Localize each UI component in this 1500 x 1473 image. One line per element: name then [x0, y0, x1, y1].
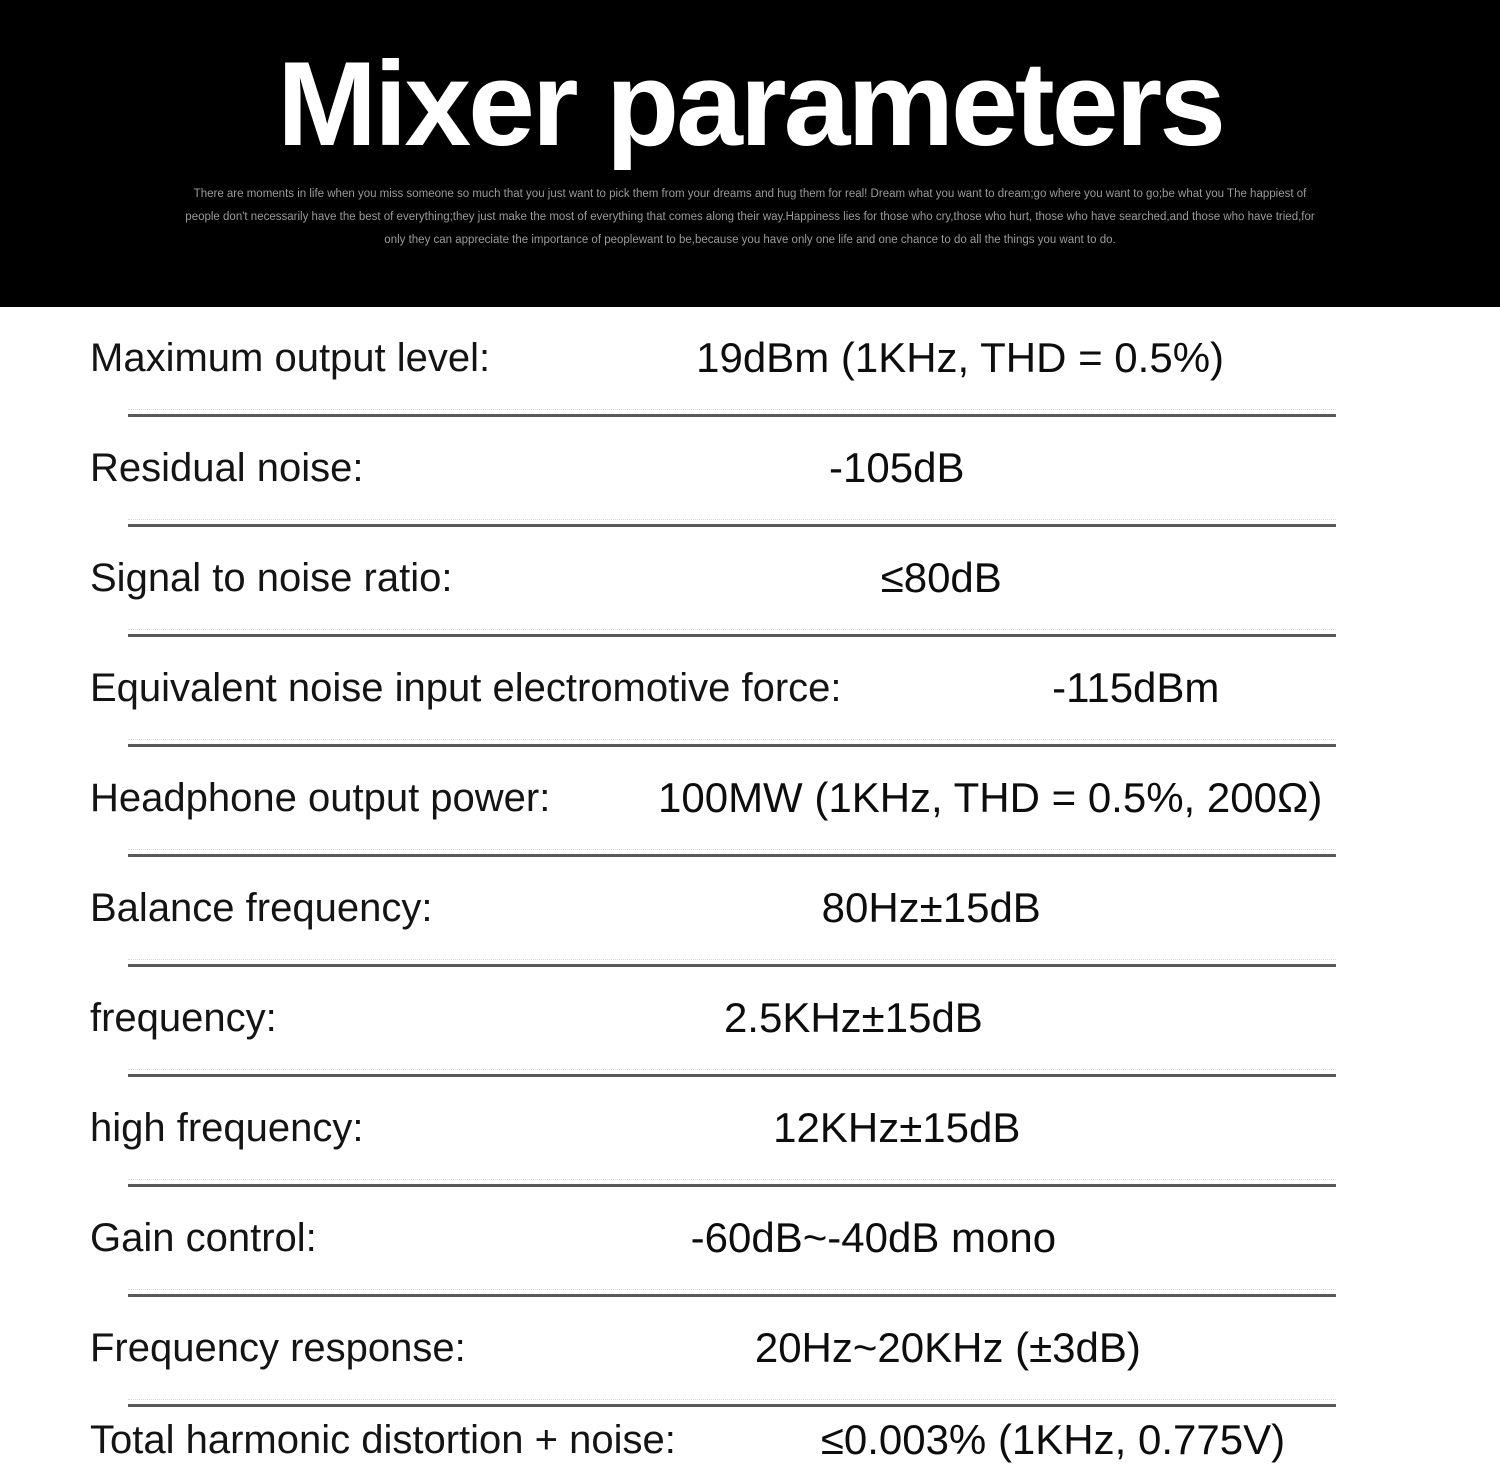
intro-line-3: only they can appreciate the importance of peoplewant to be,because you have only one life and one chance to do all the things you want to do. [384, 233, 1116, 246]
page-title: Mixer parameters [277, 37, 1223, 171]
row-divider [128, 1399, 1336, 1407]
row-divider [128, 849, 1336, 857]
row-divider [128, 409, 1336, 417]
spec-row-headphone-output-power [0, 747, 1500, 849]
spec-label: Balance frequency: [90, 885, 433, 930]
spec-row-maximum-output-level [0, 307, 1500, 409]
spec-row-high-frequency [0, 1077, 1500, 1179]
spec-row-balance-frequency [0, 857, 1500, 959]
row-divider [128, 629, 1336, 637]
spec-row-equivalent-noise-input [0, 637, 1500, 739]
spec-label: Residual noise: [90, 445, 364, 490]
spec-label: Maximum output level: [90, 335, 491, 380]
row-divider [128, 1069, 1336, 1077]
spec-label: Equivalent noise input electromotive force: [90, 665, 842, 710]
spec-value: -105dB [829, 444, 965, 491]
spec-value: 100MW (1KHz, THD = 0.5%, 200Ω) [658, 774, 1323, 821]
spec-value: 80Hz±15dB [821, 884, 1041, 931]
row-divider [128, 519, 1336, 527]
spec-label: high frequency: [90, 1105, 364, 1150]
spec-row-signal-to-noise-ratio [0, 527, 1500, 629]
spec-value: -60dB~-40dB mono [690, 1214, 1057, 1261]
spec-row-total-harmonic-distortion [0, 1407, 1500, 1473]
spec-row-residual-noise [0, 417, 1500, 519]
intro-line-2: people don't necessarily have the best of everything;they just make the most of everything that comes along their way.Happiness lies for those who cry,those who hurt, those who have searched,and those who have tried,for [185, 210, 1315, 223]
spec-label: frequency: [90, 995, 277, 1040]
spec-value: ≤80dB [880, 554, 1002, 601]
spec-value: 19dBm (1KHz, THD = 0.5%) [696, 334, 1225, 381]
spec-row-frequency-response [0, 1297, 1500, 1399]
header-banner [0, 0, 1500, 307]
spec-label: Total harmonic distortion + noise: [90, 1417, 676, 1462]
spec-value: 20Hz~20KHz (±3dB) [754, 1324, 1141, 1371]
spec-value: -115dBm [1052, 664, 1220, 711]
spec-label: Signal to noise ratio: [90, 555, 453, 600]
spec-table [0, 307, 1500, 1473]
intro-line-1: There are moments in life when you miss someone so much that you just want to pick them from your dreams and hug them for real! Dream what you want to dream;go where you want to go;be what you The happiest of [193, 187, 1307, 200]
row-divider [128, 1289, 1336, 1297]
spec-label: Headphone output power: [90, 775, 551, 820]
spec-value: ≤0.003% (1KHz, 0.775V) [820, 1416, 1286, 1463]
row-divider [128, 959, 1336, 967]
spec-row-frequency [0, 967, 1500, 1069]
spec-value: 12KHz±15dB [773, 1104, 1021, 1151]
spec-row-gain-control [0, 1187, 1500, 1289]
spec-label: Gain control: [90, 1215, 317, 1260]
spec-label: Frequency response: [90, 1325, 466, 1370]
spec-value: 2.5KHz±15dB [723, 994, 983, 1041]
intro-paragraph [0, 183, 1500, 252]
row-divider [128, 1179, 1336, 1187]
row-divider [128, 739, 1336, 747]
